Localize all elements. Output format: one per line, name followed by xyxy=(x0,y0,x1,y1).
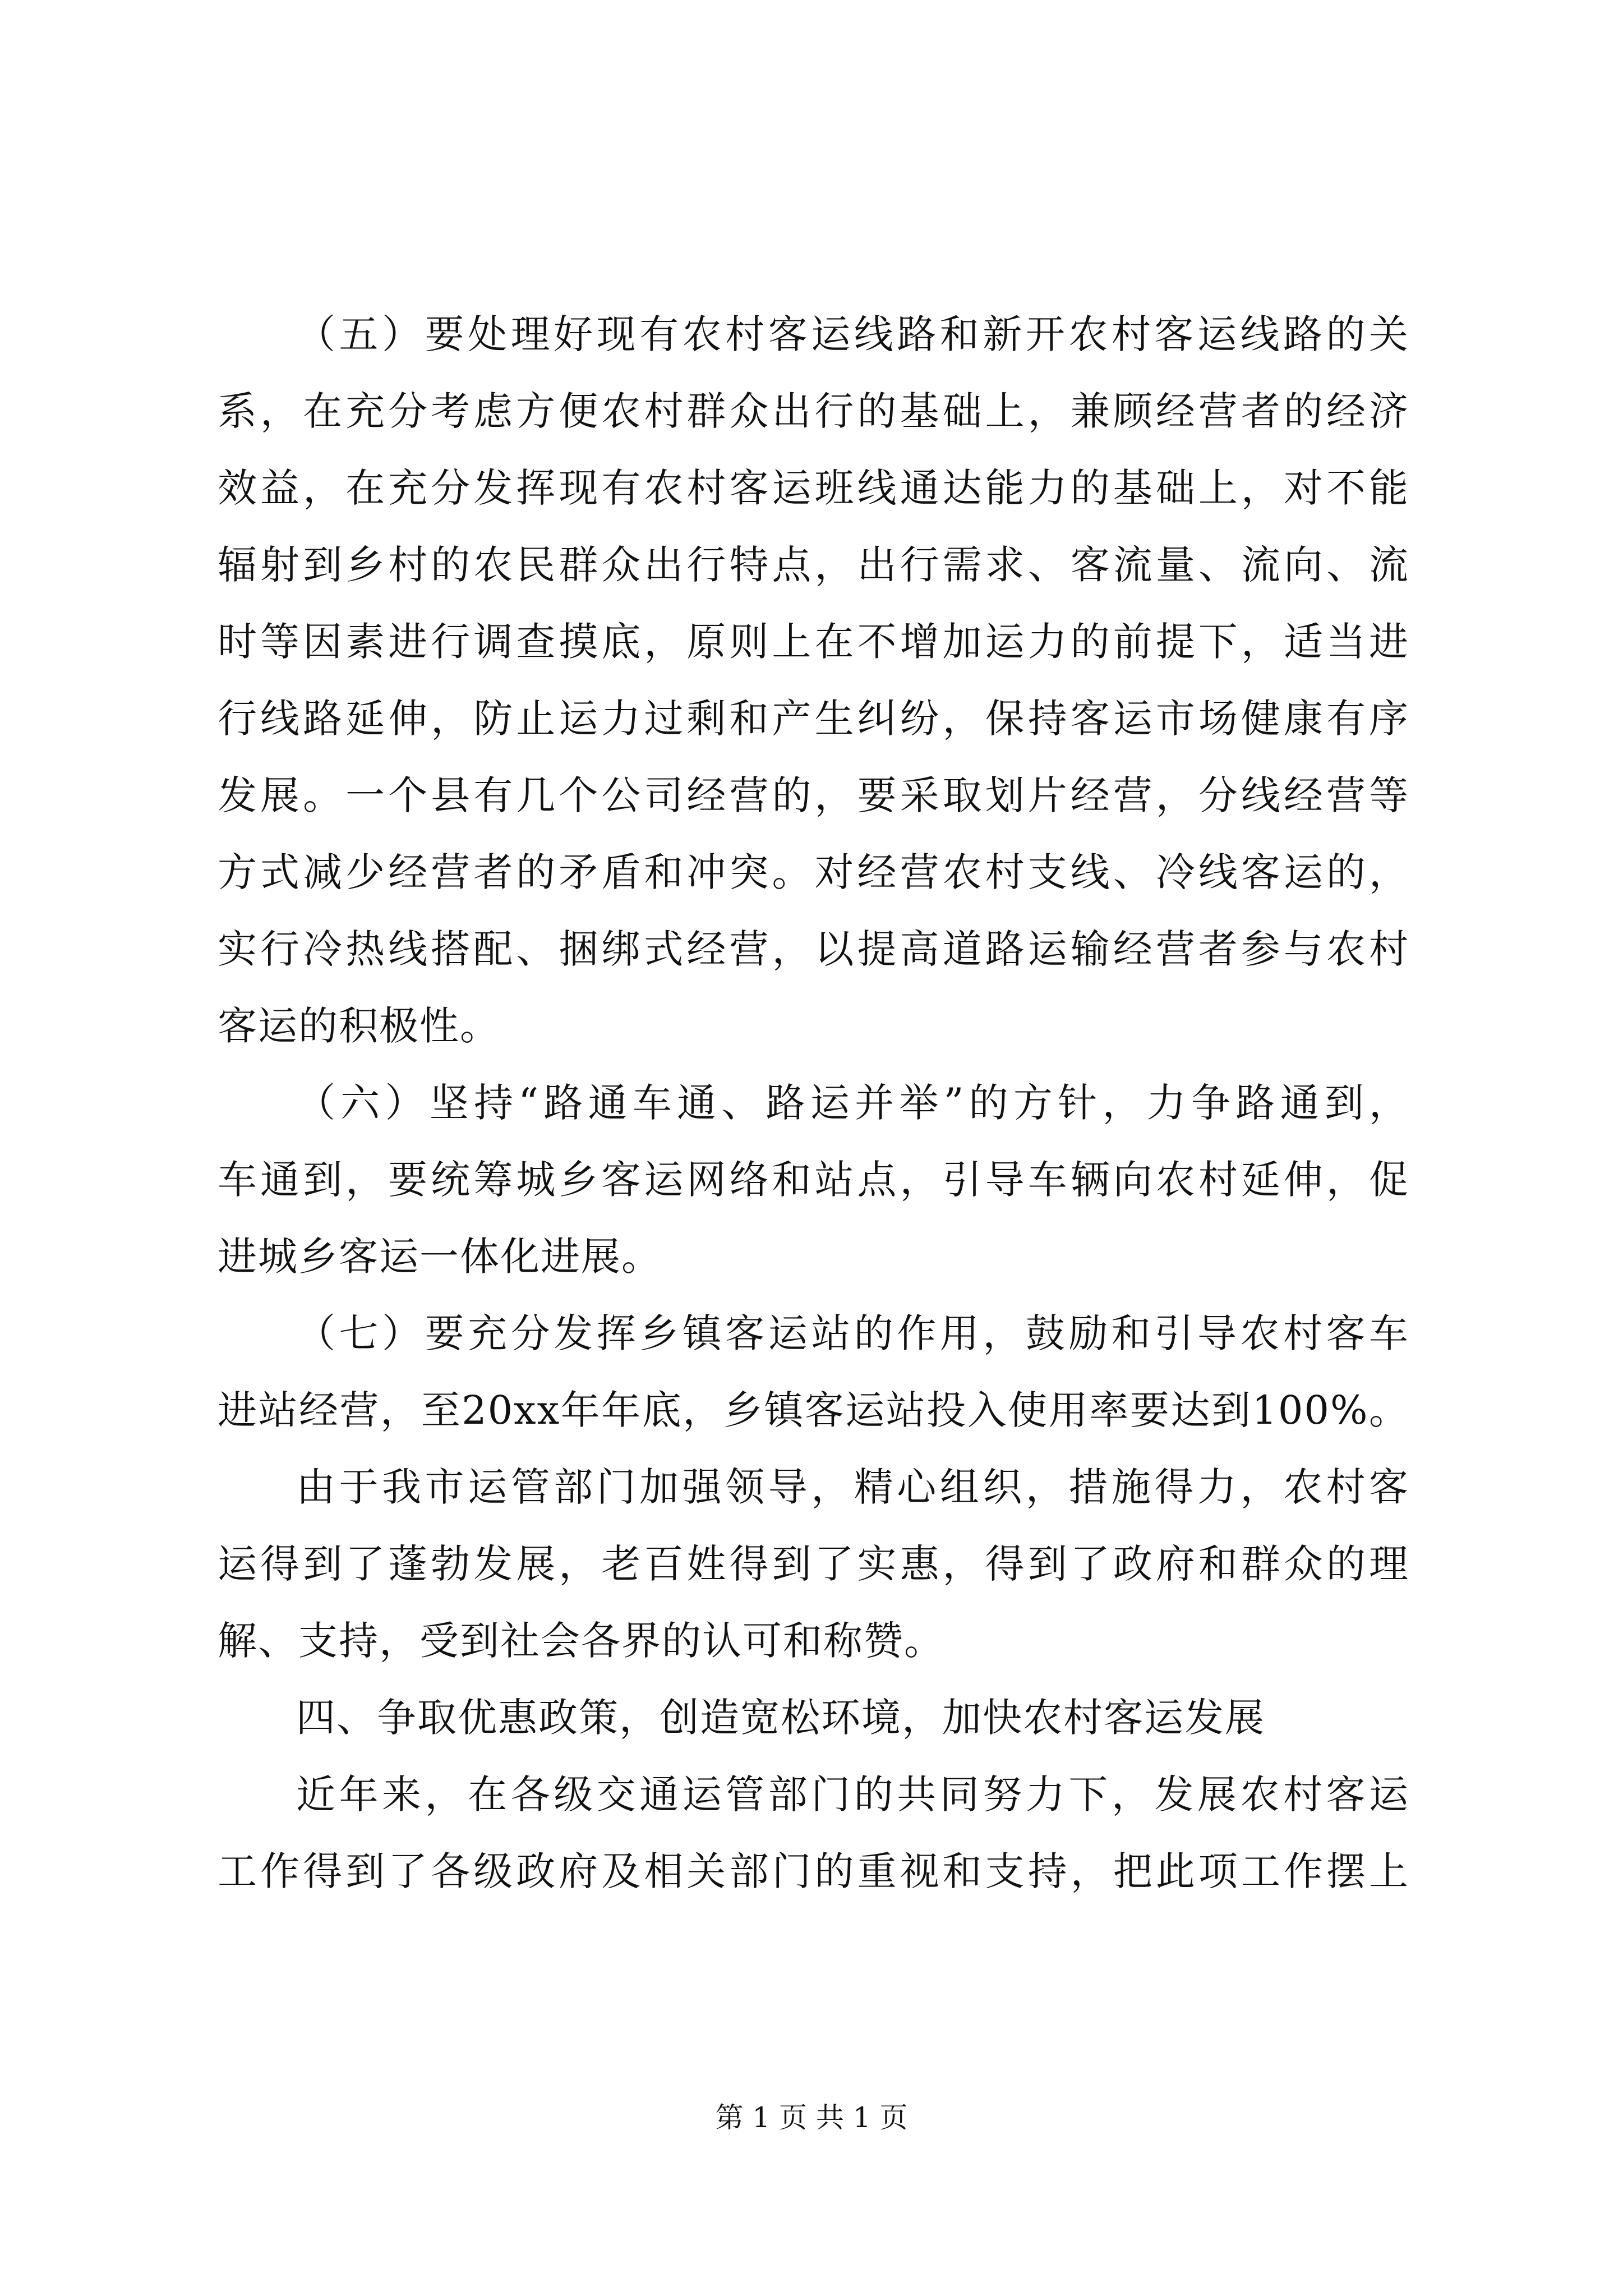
paragraph-5-line-6: 行线路延伸，防止运力过剩和产生纠纷，保持客运市场健康有序 xyxy=(218,696,1409,742)
paragraph-5-line-5: 时等因素进行调查摸底，原则上在不增加运力的前提下，适当进 xyxy=(218,619,1409,665)
section-4-paragraph-line-1: 近年来，在各级交通运管部门的共同努力下，发展农村客运 xyxy=(296,1772,1409,1818)
paragraph-7-line-2: 进站经营，至20xx年年底，乡镇客运站投入使用率要达到100%。 xyxy=(218,1387,1409,1433)
paragraph-6-line-3: 进城乡客运一体化进展。 xyxy=(218,1234,662,1280)
paragraph-5-line-4: 辐射到乡村的农民群众出行特点，出行需求、客流量、流向、流 xyxy=(218,542,1409,588)
section-heading-4: 四、争取优惠政策，创造宽松环境，加快农村客运发展 xyxy=(296,1695,1265,1741)
document-body xyxy=(218,296,1409,1910)
summary-paragraph-line-1: 由于我市运管部门加强领导，精心组织，措施得力，农村客 xyxy=(296,1464,1409,1510)
paragraph-5-line-8: 方式减少经营者的矛盾和冲突。对经营农村支线、冷线客运的， xyxy=(218,849,1409,895)
paragraph-5-line-1: （五）要处理好现有农村客运线路和新开农村客运线路的关 xyxy=(296,311,1409,357)
paragraph-5-line-10: 客运的积极性。 xyxy=(218,1003,500,1049)
paragraph-6-line-2: 车通到，要统筹城乡客运网络和站点，引导车辆向农村延伸，促 xyxy=(218,1157,1409,1203)
paragraph-7-line-1: （七）要充分发挥乡镇客运站的作用，鼓励和引导农村客车 xyxy=(296,1310,1409,1356)
summary-paragraph-line-2: 运得到了蓬勃发展，老百姓得到了实惠，得到了政府和群众的理 xyxy=(218,1541,1409,1587)
page-number-footer: 第 1 页 共 1 页 xyxy=(715,2101,908,2134)
paragraph-5-line-2: 系，在充分考虑方便农村群众出行的基础上，兼顾经营者的经济 xyxy=(218,388,1409,434)
paragraph-6-line-1: （六）坚持“路通车通、路运并举”的方针，力争路通到， xyxy=(296,1080,1409,1126)
section-4-paragraph-line-2: 工作得到了各级政府及相关部门的重视和支持，把此项工作摆上 xyxy=(218,1848,1409,1894)
summary-paragraph-line-3: 解、支持，受到社会各界的认可和称赞。 xyxy=(218,1618,944,1664)
paragraph-5-line-9: 实行冷热线搭配、捆绑式经营，以提高道路运输经营者参与农村 xyxy=(218,926,1409,972)
paragraph-5-line-7: 发展。一个县有几个公司经营的，要采取划片经营，分线经营等 xyxy=(218,772,1409,818)
paragraph-5-line-3: 效益，在充分发挥现有农村客运班线通达能力的基础上，对不能 xyxy=(218,465,1409,511)
